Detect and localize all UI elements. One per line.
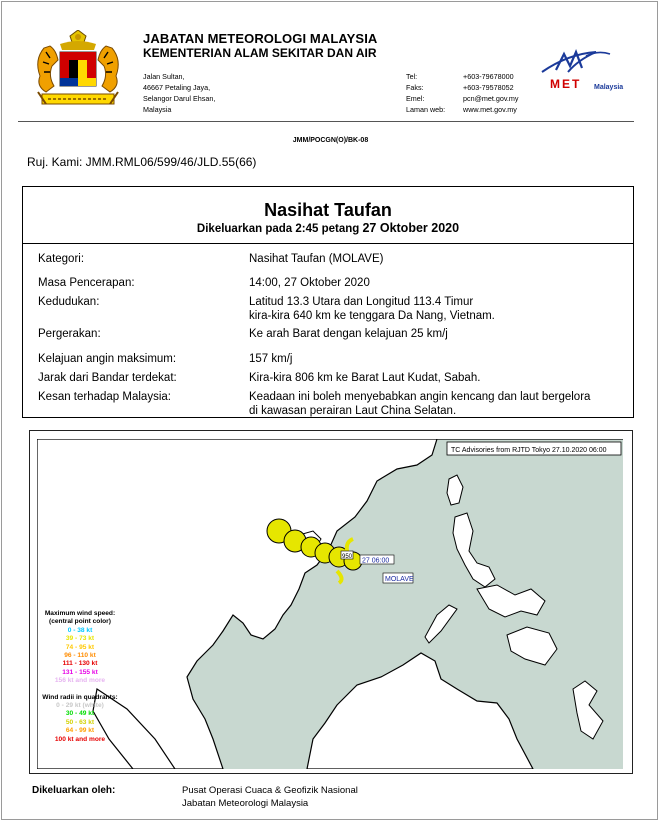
max-wind-list	[38, 627, 122, 686]
contact-labels	[406, 71, 445, 115]
value-kesan	[249, 391, 590, 418]
advisory-issued	[23, 221, 633, 235]
issued-by	[182, 785, 358, 810]
label-pergerakan: Pergerakan:	[38, 328, 101, 340]
legend-max-wind-item: 39 - 73 kt	[65, 635, 95, 643]
legend-max-wind-item: 156 kt and more	[54, 677, 106, 685]
website-link[interactable]: www.met.gov.my	[463, 105, 517, 114]
label-kelajuan: Kelajuan angin maksimum:	[38, 353, 177, 365]
value-line: 14:00, 27 Oktober 2020	[249, 277, 370, 289]
advisory-box	[22, 186, 634, 418]
email-link[interactable]: pcn@met.gov.my	[463, 94, 519, 103]
storm-name-label: MOLAVE	[385, 576, 414, 583]
legend-wind-radii-item: 50 - 63 kt	[65, 718, 95, 726]
contact-label: Faks:	[406, 83, 424, 92]
value-line: 157 km/j	[249, 353, 293, 365]
coat-of-arms-logo	[26, 30, 130, 118]
issued-by-line: Jabatan Meteorologi Malaysia	[182, 797, 309, 809]
issued-by-line: Pusat Operasi Cuaca & Geofizik Nasional	[182, 785, 358, 796]
legend-wind-radii-item: 64 - 99 kt	[65, 727, 95, 735]
legend-subtitle: (central point color)	[49, 618, 111, 626]
value-kategori	[249, 253, 383, 267]
address-line: Selangor Darul Ehsan,	[143, 94, 216, 103]
advisory-title: Nasihat Taufan	[264, 200, 392, 220]
time-label: 27 06:00	[362, 557, 390, 565]
value-line: Nasihat Taufan (MOLAVE)	[249, 253, 384, 265]
legend-max-wind-item: 0 - 38 kt	[67, 626, 93, 634]
issued-date: 27 Oktober 2020	[362, 221, 460, 235]
address-block	[143, 71, 215, 115]
value-pergerakan	[249, 328, 448, 342]
phone-number: +603-79678000	[463, 72, 514, 81]
map-legend	[38, 610, 122, 744]
issued-by-label: Dikeluarkan oleh:	[32, 785, 116, 796]
label-kesan: Kesan terhadap Malaysia:	[38, 391, 171, 403]
label-jarak: Jarak dari Bandar terdekat:	[38, 372, 177, 384]
legend-wind-radii-item: 100 kt and more	[54, 735, 106, 743]
contact-label: Tel:	[406, 72, 418, 81]
address-line: Malaysia	[143, 105, 172, 114]
value-kelajuan	[249, 353, 292, 367]
label-masa: Masa Pencerapan:	[38, 277, 135, 289]
fax-number: +603-79578052	[463, 83, 514, 92]
contact-label: Emel:	[406, 94, 425, 103]
ruj-kami: Ruj. Kami: JMM.RML06/599/46/JLD.55(66)	[27, 155, 257, 169]
value-line: Keadaan ini boleh menyebabkan angin kencang dan laut bergelora	[249, 391, 591, 403]
value-jarak	[249, 372, 480, 386]
value-line: Kira-kira 806 km ke Barat Laut Kudat, Sabah.	[249, 372, 481, 384]
issued-time: Dikeluarkan pada 2:45 petang	[196, 223, 360, 235]
source-label: TC Advisories from RJTD Tokyo 27.10.2020 06:00	[451, 447, 607, 454]
met-malaysia-logo	[538, 48, 634, 94]
value-masa	[249, 277, 370, 291]
value-line: di kawasan perairan Laut China Selatan.	[249, 404, 457, 417]
legend-wind-radii-item: 30 - 49 kt	[65, 710, 95, 718]
legend-max-wind-item: 131 - 155 kt	[62, 668, 98, 676]
pressure-label: 950	[342, 554, 353, 560]
value-line: Ke arah Barat dengan kelajuan 25 km/j	[249, 328, 448, 340]
typhoon-track-map	[29, 430, 633, 774]
legend-max-wind-item: 74 - 95 kt	[65, 643, 95, 651]
header-divider	[18, 121, 634, 122]
contact-values	[463, 71, 519, 115]
map-canvas	[37, 439, 623, 769]
legend-wind-radii-item: 0 - 29 kt (white)	[56, 702, 104, 710]
legend-max-wind-item: 96 - 110 kt	[64, 652, 96, 660]
met-logo-text: MET	[550, 77, 582, 91]
met-logo-country: Malaysia	[594, 84, 624, 91]
ministry-name: KEMENTERIAN ALAM SEKITAR DAN AIR	[143, 46, 377, 60]
agency-name: JABATAN METEOROLOGI MALAYSIA	[143, 31, 378, 46]
address-line: 46667 Petaling Jaya,	[143, 83, 211, 92]
box-divider	[23, 243, 633, 244]
value-kedudukan	[249, 296, 495, 323]
label-kategori: Kategori:	[38, 253, 85, 265]
address-line: Jalan Sultan,	[143, 72, 185, 81]
value-line: kira-kira 640 km ke tenggara Da Nang, Vietnam.	[249, 309, 495, 322]
legend-title: Maximum wind speed:	[44, 610, 116, 617]
contact-label: Laman web:	[406, 105, 446, 114]
reference-code: JMM/POCGN(O)/BK-08	[292, 137, 369, 144]
value-line: Latitud 13.3 Utara dan Longitud 113.4 Timur	[249, 296, 474, 308]
label-kedudukan: Kedudukan:	[38, 296, 100, 308]
wind-radii-title: Wind radii in quadrants:	[42, 693, 118, 701]
wind-radii-list	[38, 702, 122, 744]
legend-max-wind-item: 111 - 130 kt	[62, 660, 98, 668]
